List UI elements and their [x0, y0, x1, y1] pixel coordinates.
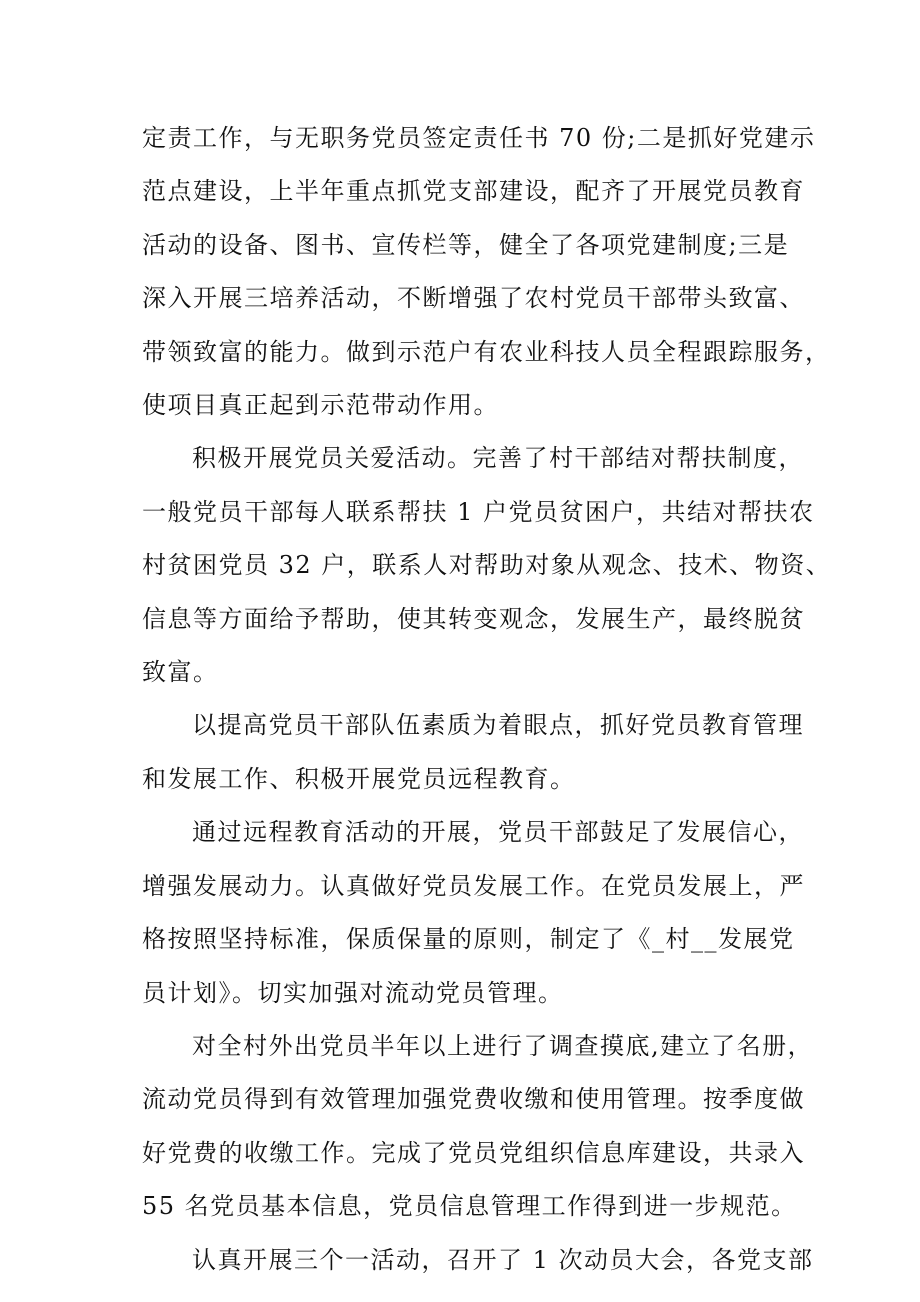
- paragraph-3: [142, 699, 802, 806]
- text-line: 定责工作，与无职务党员签定责任书 70 份;二是抓好党建示: [142, 124, 816, 152]
- text-line: 带领致富的能力。做到示范户有农业科技人员全程跟踪服务，: [142, 337, 831, 366]
- text-line: 村贫困党员 32 户，联系人对帮助对象从观念、技术、物资、: [142, 551, 832, 580]
- paragraph-4: [142, 806, 805, 1020]
- text-line: 以提高党员干部队伍素质为着眼点，抓好党员教育管理: [192, 711, 804, 740]
- text-line: 致富。: [142, 658, 219, 687]
- text-line: 55 名党员基本信息，党员信息管理工作得到进一步规范。: [142, 1192, 797, 1221]
- text-line: 对全村外出党员半年以上进行了调查摸底,建立了名册，: [192, 1031, 814, 1060]
- paragraph-2: [142, 432, 832, 699]
- text-line: 范点建设，上半年重点抓党支部建设，配齐了开展党员教育: [142, 177, 805, 206]
- text-line: 信息等方面给予帮助，使其转变观念，发展生产，最终脱贫: [142, 604, 805, 633]
- text-line: 活动的设备、图书、宣传栏等，健全了各项党建制度;三是: [142, 230, 790, 259]
- text-line: 增强发展动力。认真做好党员发展工作。在党员发展上，严: [142, 871, 805, 900]
- text-line: 格按照坚持标准，保质保量的原则，制定了《_村__发展党: [142, 925, 795, 954]
- text-line: 好党费的收缴工作。完成了党员党组织信息库建设，共录入: [142, 1138, 805, 1167]
- text-line: 认真开展三个一活动，召开了 1 次动员大会，各党支部: [192, 1245, 814, 1274]
- text-line: 通过远程教育活动的开展，党员干部鼓足了发展信心，: [192, 818, 804, 847]
- paragraph-5: [142, 1020, 814, 1234]
- paragraph-1: [142, 112, 831, 432]
- text-line: 使项目真正起到示范带动作用。: [142, 391, 499, 420]
- text-line: 一般党员干部每人联系帮扶 1 户党员贫困户，共结对帮扶农: [142, 497, 815, 526]
- paragraph-6: [142, 1234, 814, 1287]
- document-body: [142, 112, 832, 1287]
- text-line: 深入开展三培养活动，不断增强了农村党员干部带头致富、: [142, 284, 805, 313]
- text-line: 员计划》。切实加强对流动党员管理。: [142, 978, 564, 1007]
- text-line: 和发展工作、积极开展党员远程教育。: [142, 764, 576, 793]
- text-line: 积极开展党员关爱活动。完善了村干部结对帮扶制度，: [192, 444, 804, 473]
- text-line: 流动党员得到有效管理加强党费收缴和使用管理。按季度做: [142, 1085, 805, 1114]
